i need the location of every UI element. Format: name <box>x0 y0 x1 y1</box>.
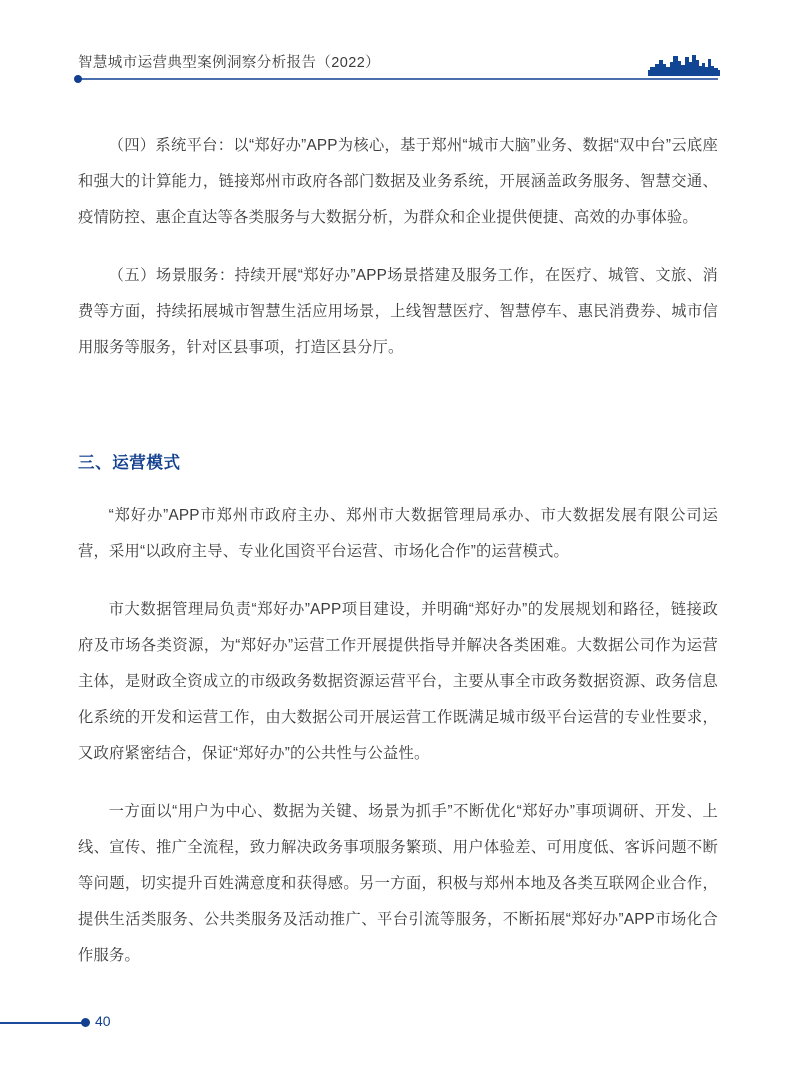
paragraph-system-platform: （四）系统平台：以“郑好办”APP为核心，基于郑州“城市大脑”业务、数据“双中台”云底座和强大的计算能力，链接郑州市政府各部门数据及业务系统，开展涵盖政务服务、智慧交通、疫情防控、惠企直达等各类服务与大数据分析，为群众和企业提供便捷、高效的办事体验。 <box>78 137 718 226</box>
header-title: 智慧城市运营典型案例洞察分析报告（2022） <box>78 55 381 71</box>
city-skyline-icon <box>648 46 720 78</box>
paragraph-operation-subject: “郑好办”APP市郑州市政府主办、郑州市大数据管理局承办、市大数据发展有限公司运营，采用“以政府主导、专业化国资平台运营、市场化合作”的运营模式。 <box>78 507 718 560</box>
section-spacer <box>78 388 718 414</box>
page-footer <box>0 1014 793 1038</box>
paragraph-scenario-service: （五）场景服务：持续开展“郑好办”APP场景搭建及服务工作，在医疗、城管、文旅、消费等方面，持续拓展城市智慧生活应用场景，上线智慧医疗、智慧停车、惠民消费券、城市信用服务等服务，针对区县事项，打造区县分厅。 <box>78 267 718 356</box>
page-header <box>0 0 793 92</box>
document-body <box>78 128 718 996</box>
paragraph-user-centric: 一方面以“用户为中心、数据为关键、场景为抓手”不断优化“郑好办”事项调研、开发、上线、宣传、推广全流程，致力解决政务事项服务繁琐、用户体验差、可用度低、客诉问题不断等问题，切实提升百姓满意度和获得感。另一方面，积极与郑州本地及各类互联网企业合作，提供生活类服务、公共类服务及活动推广、平台引流等服务，不断拓展“郑好办”APP市场化合作服务。 <box>78 803 718 964</box>
footer-divider-dot <box>81 1018 90 1027</box>
section-heading-operation-model: 三、运营模式 <box>78 454 181 472</box>
header-divider <box>78 78 718 80</box>
page-number: 40 <box>95 1013 111 1029</box>
header-divider-dot <box>74 75 82 83</box>
footer-divider <box>0 1022 84 1024</box>
paragraph-bureau-duty: 市大数据管理局负责“郑好办”APP项目建设，并明确“郑好办”的发展规划和路径，链接政府及市场各类资源，为“郑好办”运营工作开展提供指导并解决各类困难。大数据公司作为运营主体，是财政全资成立的市级政务数据资源运营平台，主要从事全市政务数据资源、政务信息化系统的开发和运营工作，由大数据公司开展运营工作既满足城市级平台运营的专业性要求，又政府紧密结合，保证“郑好办”的公共性与公益性。 <box>78 601 718 762</box>
